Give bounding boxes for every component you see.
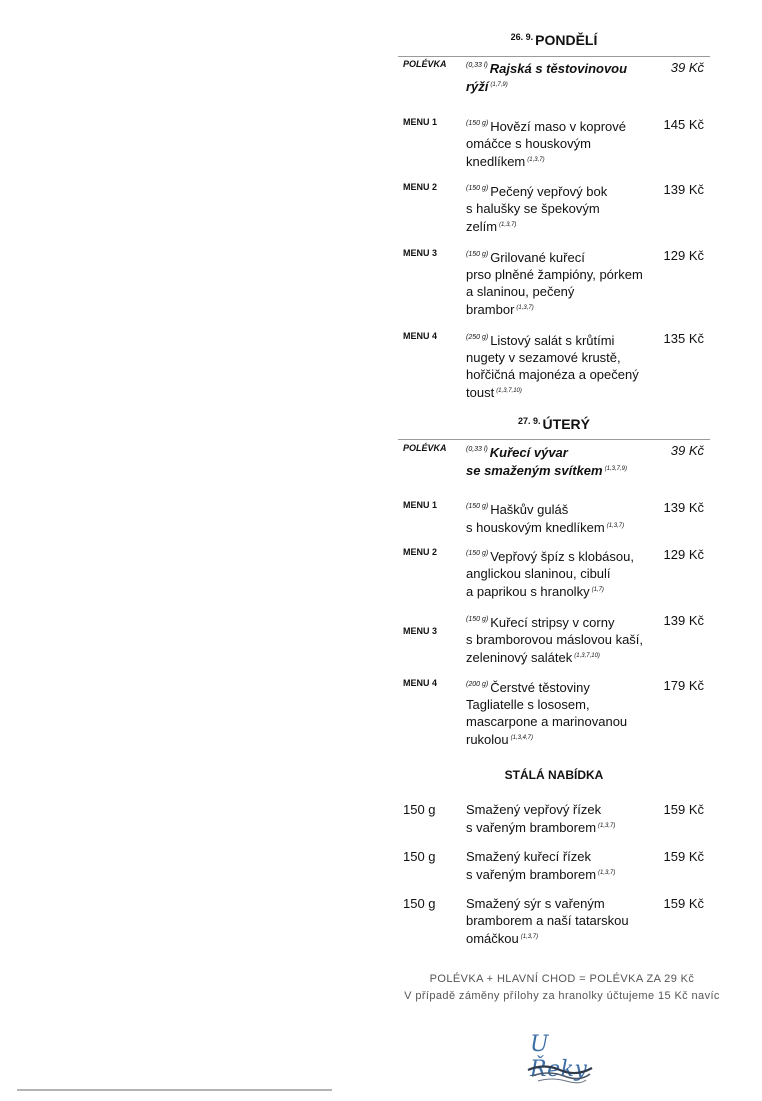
dish-line: Tagliatelle s lososem, (466, 697, 590, 712)
dish-line: Čerstvé těstoviny (490, 680, 590, 695)
dish-line: prso plněné žampióny, pórkem (466, 267, 643, 282)
day-header-monday (398, 32, 710, 48)
menu-label: MENU 3 (403, 248, 438, 258)
dish-weight: (150 g) (466, 616, 489, 623)
menu-label: MENU 3 (403, 626, 438, 636)
day-date: 27. 9. (518, 416, 541, 426)
dish-line: toust (466, 385, 495, 400)
menu-price: 129 Kč (663, 248, 704, 263)
dish-line: Listový salát s krůtími (490, 333, 615, 348)
dish-line: anglickou slaninou, cibulí (466, 566, 611, 581)
allergens: (1,7,9) (490, 82, 508, 88)
menu-label: MENU 1 (403, 500, 438, 510)
standing-offer-title: STÁLÁ NABÍDKA (504, 768, 604, 782)
dish-line: Haškův guláš (490, 502, 569, 517)
standing-price: 159 Kč (663, 849, 704, 864)
dish-weight: (150 g) (466, 120, 489, 127)
dish-line: Smažený kuřecí řízek (466, 849, 591, 864)
menu-price: 135 Kč (663, 331, 704, 346)
menu-price: 145 Kč (663, 117, 704, 132)
dish-line: nugety v sezamové krustě, (466, 350, 621, 365)
dish-line: zelím (466, 219, 498, 234)
dish-weight: (150 g) (466, 185, 489, 192)
allergens: (1,3,7) (527, 157, 545, 163)
dish-weight: (150 g) (466, 503, 489, 510)
dish-line: Vepřový špíz s klobásou, (490, 549, 634, 564)
soup-volume: (0,33 l) (466, 62, 488, 69)
fries-note: V případě záměny přílohy za hranolky účtujeme 15 Kč navíc (404, 990, 720, 1002)
dish-line: Grilované kuřecí (490, 250, 585, 265)
allergens: (1,3,7,10) (496, 388, 522, 394)
soup-dish (466, 57, 661, 95)
dish-line: a slaninou, pečený (466, 284, 575, 299)
allergens: (1,3,7) (598, 870, 616, 876)
menu-dish (466, 246, 661, 318)
allergens: (1,3,4,7) (510, 735, 533, 741)
dish-line: a paprikou s hranolky (466, 584, 590, 599)
dish-line: Hovězí maso v koprové (490, 119, 627, 134)
wave-icon (524, 1030, 598, 1086)
allergens: (1,3,7) (606, 523, 625, 529)
standing-price: 159 Kč (663, 896, 704, 911)
dish-line: s halušky se špekovým (466, 201, 600, 216)
divider (398, 439, 710, 440)
dish-line: brambor (466, 302, 515, 317)
soup-label: POLÉVKA (403, 59, 447, 69)
menu-dish (466, 611, 661, 666)
soup-name-line: Kuřecí vývar (489, 445, 568, 460)
allergens: (1,7) (591, 587, 604, 593)
dish-line: s bramborovou máslovou kaší, (466, 632, 644, 647)
day-header-tuesday (398, 416, 710, 432)
soup-name-line: rýží (466, 79, 489, 94)
menu-dish (466, 329, 661, 401)
dish-line: Pečený vepřový bok (490, 184, 608, 199)
day-date: 26. 9. (510, 32, 534, 42)
menu-dish (466, 498, 661, 536)
standing-weight: 150 g (403, 849, 436, 864)
dish-line: hořčičná majonéza a opečený (466, 367, 639, 382)
soup-label: POLÉVKA (403, 443, 447, 453)
logo-text: U Řeky (530, 1032, 588, 1082)
combo-note: POLÉVKA + HLAVNÍ CHOD = POLÉVKA ZA 29 Kč (429, 973, 695, 985)
dish-weight: (150 g) (466, 550, 489, 557)
standing-weight: 150 g (403, 802, 436, 817)
allergens: (1,3,7) (520, 934, 539, 940)
dish-line: s houskovým knedlíkem (466, 520, 605, 535)
allergens: (1,3,7,9) (604, 466, 627, 472)
menu-label: MENU 1 (403, 117, 438, 127)
standing-weight: 150 g (403, 896, 436, 911)
allergens: (1,3,7,10) (574, 653, 600, 659)
dish-line: s vařeným bramborem (466, 820, 597, 835)
dish-weight: (250 g) (466, 334, 489, 341)
standing-dish (466, 848, 661, 883)
dish-line: zeleninový salátek (466, 650, 573, 665)
menu-price: 139 Kč (663, 613, 704, 628)
dish-line: mascarpone a marinovanou (466, 714, 628, 729)
menu-dish (466, 180, 661, 235)
menu-price: 129 Kč (663, 547, 704, 562)
soup-name-line: Rajská s těstovinovou (489, 61, 628, 76)
menu-price: 179 Kč (663, 678, 704, 693)
allergens: (1,3,7) (499, 222, 517, 228)
dish-line: Kuřecí stripsy v corny (490, 615, 615, 630)
dish-line: s vařeným bramborem (466, 867, 597, 882)
menu-dish (466, 545, 661, 600)
menu-label: MENU 2 (403, 182, 438, 192)
soup-name-line: se smaženým svítkem (466, 463, 603, 478)
standing-dish (466, 895, 661, 947)
menu-label: MENU 4 (403, 331, 438, 341)
day-name: PONDĚLÍ (535, 32, 598, 48)
dish-line: omáčce s houskovým (466, 136, 591, 151)
soup-price: 39 Kč (670, 60, 704, 75)
allergens: (1,3,7) (516, 305, 534, 311)
standing-price: 159 Kč (663, 802, 704, 817)
dish-line: Smažený sýr s vařeným (466, 896, 605, 911)
dish-line: knedlíkem (466, 154, 526, 169)
dish-line: omáčkou (466, 931, 519, 946)
soup-price: 39 Kč (670, 443, 704, 458)
dish-weight: (200 g) (466, 681, 489, 688)
restaurant-logo (524, 1030, 598, 1086)
soup-dish (466, 441, 661, 479)
day-name: ÚTERÝ (542, 416, 590, 432)
menu-dish (466, 115, 661, 170)
menu-label: MENU 2 (403, 547, 438, 557)
dish-line: Smažený vepřový řízek (466, 802, 602, 817)
dish-weight: (150 g) (466, 251, 489, 258)
dish-line: rukolou (466, 732, 509, 747)
dish-line: bramborem a naší tatarskou (466, 913, 629, 928)
standing-dish (466, 801, 661, 836)
menu-dish (466, 676, 661, 748)
menu-label: MENU 4 (403, 678, 438, 688)
menu-price: 139 Kč (663, 500, 704, 515)
allergens: (1,3,7) (598, 823, 616, 829)
footer-rule (17, 1089, 332, 1091)
menu-price: 139 Kč (663, 182, 704, 197)
soup-volume: (0,33 l) (466, 446, 488, 453)
